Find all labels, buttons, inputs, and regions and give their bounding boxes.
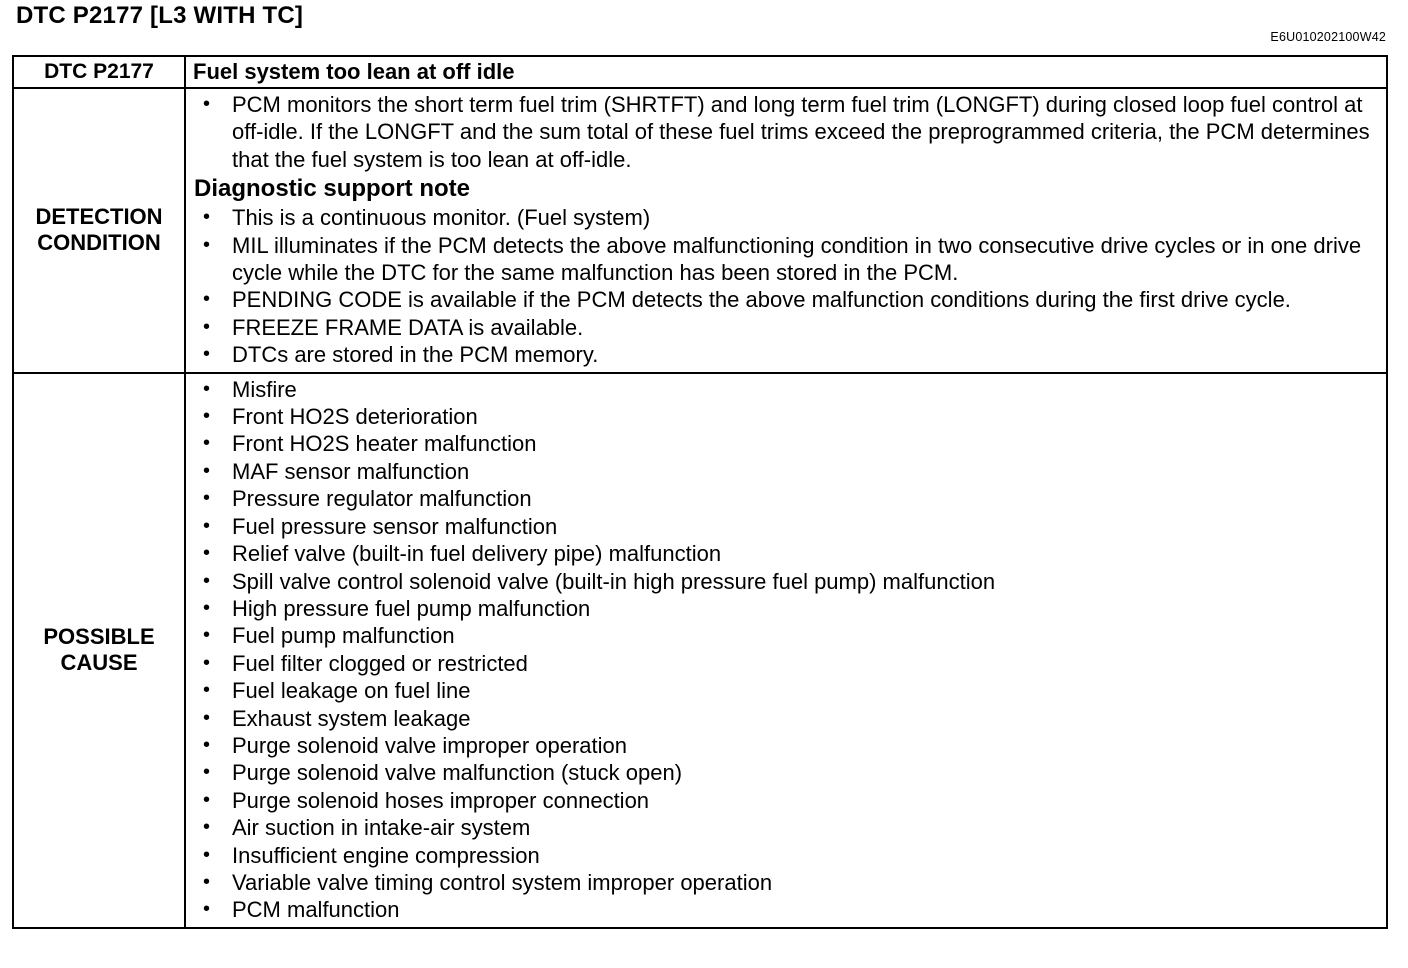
detection-condition-row xyxy=(13,88,1387,373)
list-item: • Front HO2S deterioration xyxy=(193,403,1378,430)
detection-condition-label xyxy=(13,88,185,373)
list-item: • Purge solenoid hoses improper connection xyxy=(193,787,1378,814)
list-item: • PCM malfunction xyxy=(193,896,1378,923)
list-item: • Fuel pump malfunction xyxy=(193,622,1378,649)
list-item: • Insufficient engine compression xyxy=(193,842,1378,869)
detection-label-line1: DETECTION xyxy=(35,204,163,230)
diagnostic-support-heading: Diagnostic support note xyxy=(194,175,470,203)
possible-cause-row xyxy=(13,373,1387,928)
list-item: • MIL illuminates if the PCM detects the above malfunctioning condition in two consecutive drive cycles or in one drive cycle while the DTC for the same malfunction has been stored in the PCM. xyxy=(193,232,1378,287)
list-item: • High pressure fuel pump malfunction xyxy=(193,595,1378,622)
list-item: • Exhaust system leakage xyxy=(193,705,1378,732)
possible-cause-label xyxy=(13,373,185,928)
list-item: • DTCs are stored in the PCM memory. xyxy=(193,341,1378,368)
list-item: • Pressure regulator malfunction xyxy=(193,485,1378,512)
list-item: • Relief valve (built-in fuel delivery pipe) malfunction xyxy=(193,540,1378,567)
list-item: • PENDING CODE is available if the PCM detects the above malfunction conditions during the first drive cycle. xyxy=(193,286,1378,313)
list-item: • Purge solenoid valve malfunction (stuck open) xyxy=(193,759,1378,786)
list-item: • This is a continuous monitor. (Fuel system) xyxy=(193,204,1378,231)
list-item: • Fuel leakage on fuel line xyxy=(193,677,1378,704)
list-item: • MAF sensor malfunction xyxy=(193,458,1378,485)
possible-cause-label-line1: POSSIBLE xyxy=(43,624,155,650)
list-item: • Fuel pressure sensor malfunction xyxy=(193,513,1378,540)
list-item: • Misfire xyxy=(193,376,1378,403)
list-item: • Spill valve control solenoid valve (built-in high pressure fuel pump) malfunction xyxy=(193,568,1378,595)
possible-cause-content xyxy=(185,373,1387,928)
dtc-header-row xyxy=(13,56,1387,88)
document-code: E6U010202100W42 xyxy=(1270,30,1386,44)
dtc-description-cell: Fuel system too lean at off idle xyxy=(185,56,1387,88)
diagnostic-support-list xyxy=(193,204,1378,368)
list-item: • Air suction in intake-air system xyxy=(193,814,1378,841)
detection-label-line2: CONDITION xyxy=(37,230,161,256)
possible-cause-list xyxy=(193,376,1378,924)
possible-cause-label-line2: CAUSE xyxy=(60,650,138,676)
list-item: • FREEZE FRAME DATA is available. xyxy=(193,314,1378,341)
detection-intro-list xyxy=(193,91,1378,173)
list-item: • PCM monitors the short term fuel trim (SHRTFT) and long term fuel trim (LONGFT) during closed loop fuel control at off-idle. If the LONGFT and the sum total of these fuel trims exceed the preprogrammed criteria, the PCM determines that the fuel system is too lean at off-idle. xyxy=(193,91,1378,173)
dtc-table xyxy=(12,55,1388,929)
dtc-code-cell: DTC P2177 xyxy=(13,56,185,88)
list-item: • Variable valve timing control system improper operation xyxy=(193,869,1378,896)
detection-condition-content xyxy=(185,88,1387,373)
list-item: • Fuel filter clogged or restricted xyxy=(193,650,1378,677)
page-title: DTC P2177 [L3 WITH TC] xyxy=(16,2,304,29)
list-item: • Front HO2S heater malfunction xyxy=(193,430,1378,457)
list-item: • Purge solenoid valve improper operation xyxy=(193,732,1378,759)
